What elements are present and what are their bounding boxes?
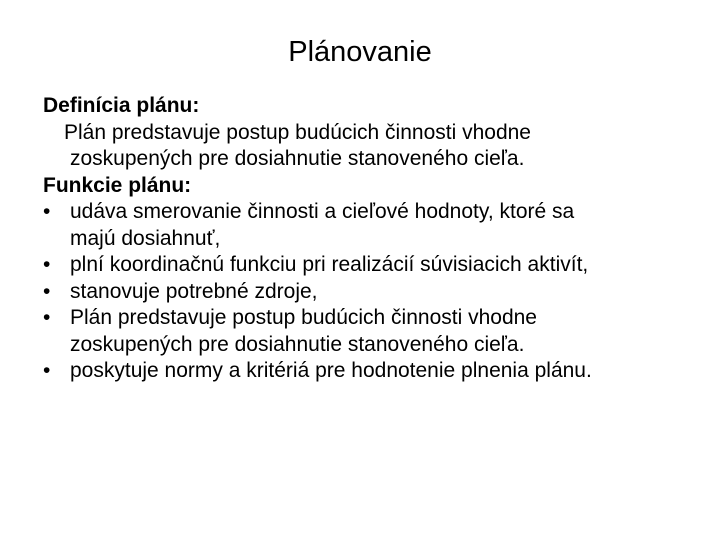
bullet-icon: • [43, 253, 51, 276]
list-item [43, 199, 703, 252]
list-item-line-1: plní koordinačnú funkciu pri realizácií súvisiacich aktivít, [70, 253, 589, 276]
bullet-icon: • [43, 200, 51, 223]
list-item [43, 279, 703, 306]
slide-content [43, 93, 703, 385]
definition-heading: Definícia plánu: [43, 94, 200, 117]
bullet-icon: • [43, 359, 51, 382]
slide-title: Plánovanie [288, 36, 432, 68]
list-item-line-1: poskytuje normy a kritériá pre hodnotenie plnenia plánu. [70, 359, 592, 382]
definition-text-line-2: zoskupených pre dosiahnutie stanoveného cieľa. [70, 147, 525, 170]
list-item-line-2: majú dosiahnuť, [70, 226, 221, 250]
list-item-line-1: udáva smerovanie činnosti a cieľové hodnoty, ktoré sa [70, 200, 575, 223]
list-item [43, 305, 703, 358]
definition-text [43, 120, 703, 173]
functions-heading: Funkcie plánu: [43, 173, 192, 197]
list-item [43, 252, 703, 279]
definition-text-line-1: Plán predstavuje postup budúcich činnosti vhodne [64, 120, 531, 144]
list-item-line-1: stanovuje potrebné zdroje, [70, 279, 318, 303]
list-item-line-1: Plán predstavuje postup budúcich činnosti vhodne [70, 306, 537, 329]
bullet-icon: • [43, 306, 51, 329]
bullet-icon: • [43, 279, 51, 303]
functions-list [43, 199, 703, 385]
list-item [43, 358, 703, 385]
list-item-line-2: zoskupených pre dosiahnutie stanoveného cieľa. [70, 332, 525, 356]
